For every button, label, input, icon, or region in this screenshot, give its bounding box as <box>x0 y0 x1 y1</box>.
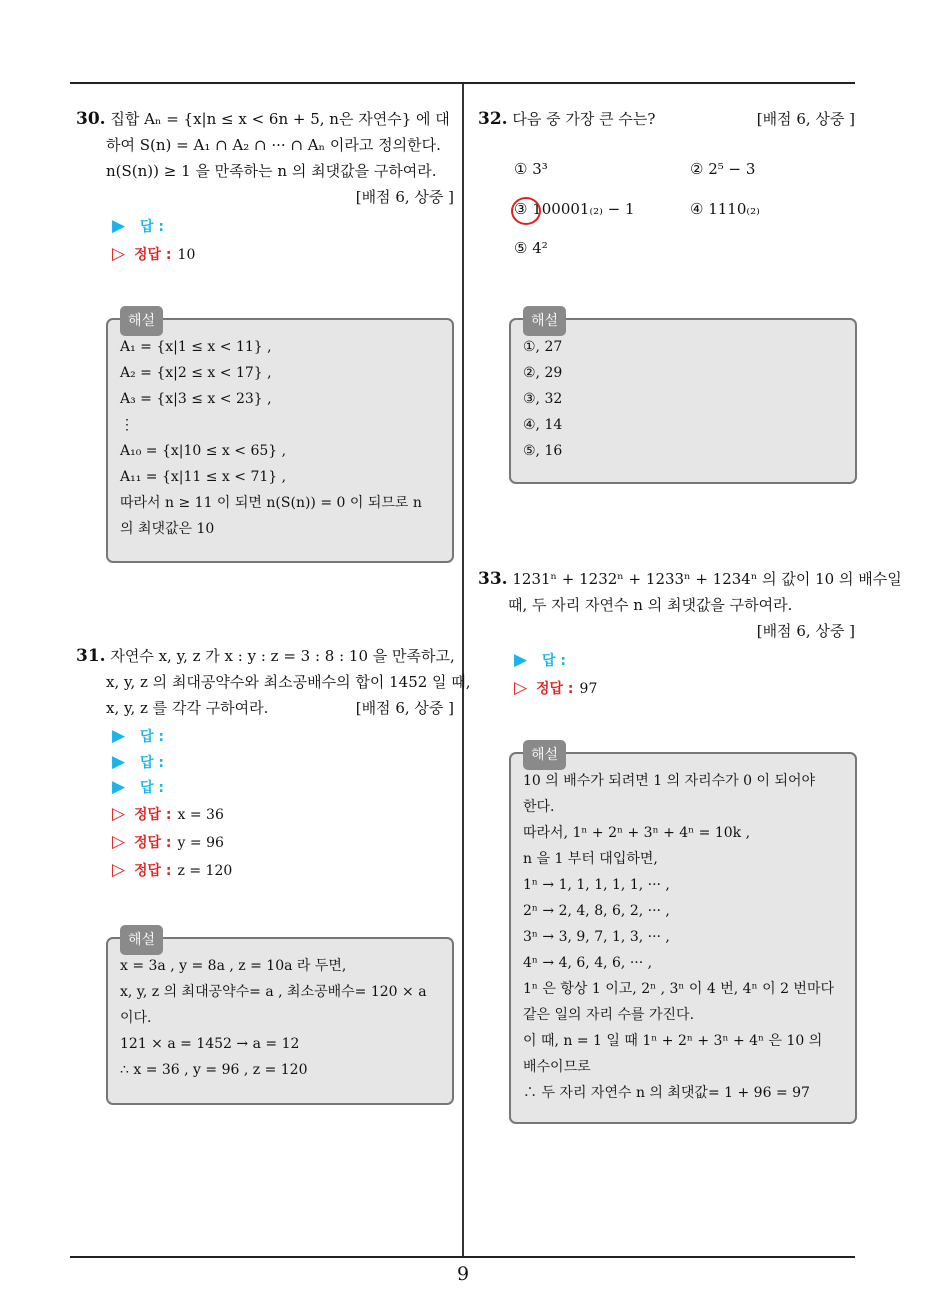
correct-answer-value: 97 <box>579 681 598 697</box>
solution-line: ③, 32 <box>523 391 563 407</box>
choice-2: ② 2⁵ − 3 <box>690 160 756 178</box>
solution-line: ①, 27 <box>523 339 563 355</box>
solution-line: A₂ = {x|2 ≤ x < 17} , <box>120 365 272 381</box>
solution-tag: 해설 <box>120 306 163 336</box>
question-number: 32. <box>478 109 508 129</box>
solution-line: n 을 1 부터 대입하면, <box>523 851 658 867</box>
correct-answer-label: 정답 : <box>134 807 172 823</box>
solution-box-30 <box>106 313 454 563</box>
play-icon: ▶ <box>112 777 126 797</box>
play-icon: ▶ <box>112 216 126 236</box>
question-number: 33. <box>478 569 508 589</box>
points-label: [배점 6, 상중 ] <box>355 188 454 206</box>
answer-block-30 <box>112 212 195 268</box>
question-text: 자연수 x, y, z 가 x : y : z = 3 : 8 : 10 을 만족하고, <box>110 647 455 665</box>
solution-line: ∴ x = 36 , y = 96 , z = 120 <box>120 1062 308 1078</box>
answer-label: 답 : <box>542 653 566 669</box>
answer-label: 답 : <box>140 780 164 796</box>
solution-line: 배수이므로 <box>523 1059 591 1075</box>
solution-line: ⑤, 16 <box>523 443 563 459</box>
solution-line: 이 때, n = 1 일 때 1ⁿ + 2ⁿ + 3ⁿ + 4ⁿ 은 10 의 <box>523 1033 823 1049</box>
solution-line: 따라서 n ≥ 11 이 되면 n(S(n)) = 0 이 되므로 n <box>120 495 422 511</box>
hollow-play-icon: ▷ <box>112 804 126 824</box>
correct-answer-value: 10 <box>177 247 196 263</box>
selected-circle-mark <box>511 197 541 225</box>
choice-4: ④ 1110₍₂₎ <box>690 200 760 218</box>
choice-1: ① 3³ <box>514 160 548 178</box>
solution-line: 한다. <box>523 799 555 815</box>
solution-line: 4ⁿ → 4, 6, 4, 6, ··· , <box>523 955 653 971</box>
solution-box-31 <box>106 932 454 1105</box>
solution-line: 10 의 배수가 되려면 1 의 자리수가 0 이 되어야 <box>523 773 816 789</box>
hollow-play-icon: ▷ <box>112 244 126 264</box>
question-text: x, y, z 의 최대공약수와 최소공배수의 합이 1452 일 때, <box>106 673 471 691</box>
solution-line: x = 3a , y = 8a , z = 10a 라 두면, <box>120 958 347 974</box>
solution-tag: 해설 <box>120 925 163 955</box>
correct-answer-label: 정답 : <box>134 863 172 879</box>
correct-answer-label: 정답 : <box>134 247 172 263</box>
correct-answer-label: 정답 : <box>536 681 574 697</box>
hollow-play-icon: ▷ <box>514 678 528 698</box>
points-label: [배점 6, 상중 ] <box>756 622 855 640</box>
solution-box-32 <box>509 313 857 484</box>
answer-label: 답 : <box>140 755 164 771</box>
play-icon: ▶ <box>112 726 126 746</box>
solution-line: 이다. <box>120 1010 152 1026</box>
correct-answer-label: 정답 : <box>134 835 172 851</box>
question-31 <box>76 643 471 721</box>
hollow-play-icon: ▷ <box>112 860 126 880</box>
solution-line: 121 × a = 1452 → a = 12 <box>120 1036 300 1052</box>
solution-line: 1ⁿ 은 항상 1 이고, 2ⁿ , 3ⁿ 이 4 번, 4ⁿ 이 2 번마다 <box>523 981 834 997</box>
bottom-rule <box>70 1256 855 1258</box>
question-30 <box>76 106 454 210</box>
solution-line: ⋮ <box>120 417 134 433</box>
choice-3-text: ③ 100001₍₂₎ − 1 <box>514 200 635 218</box>
solution-line: A₁ = {x|1 ≤ x < 11} , <box>120 339 272 355</box>
question-number: 31. <box>76 646 106 666</box>
choice-5: ⑤ 4² <box>514 239 548 257</box>
solution-line: x, y, z 의 최대공약수= a , 최소공배수= 120 × a <box>120 984 427 1000</box>
solution-line: ④, 14 <box>523 417 563 433</box>
solution-box-33 <box>509 747 857 1124</box>
solution-line: 1ⁿ → 1, 1, 1, 1, 1, ··· , <box>523 877 670 893</box>
question-number: 30. <box>76 109 106 129</box>
question-text: 다음 중 가장 큰 수는? <box>512 110 656 128</box>
solution-line: 따라서, 1ⁿ + 2ⁿ + 3ⁿ + 4ⁿ = 10k , <box>523 825 751 841</box>
solution-line: 같은 일의 자리 수를 가진다. <box>523 1007 695 1023</box>
question-text: 하여 S(n) = A₁ ∩ A₂ ∩ ··· ∩ Aₙ 이라고 정의한다. <box>106 136 441 154</box>
solution-line: ②, 29 <box>523 365 563 381</box>
solution-line: ∴ 두 자리 자연수 n 의 최댓값= 1 + 96 = 97 <box>523 1085 810 1101</box>
question-32 <box>478 106 855 132</box>
question-text: 집합 Aₙ = {x|n ≤ x < 6n + 5, n은 자연수} 에 대 <box>110 110 450 128</box>
play-icon: ▶ <box>112 752 126 772</box>
correct-answer-value: y = 96 <box>177 835 224 851</box>
page-number: 9 <box>456 1263 470 1285</box>
solution-line: A₁₁ = {x|11 ≤ x < 71} , <box>120 469 287 485</box>
solution-line: 의 최댓값은 10 <box>120 521 215 537</box>
question-33 <box>478 566 902 644</box>
answer-label: 답 : <box>140 729 164 745</box>
question-text: n(S(n)) ≥ 1 을 만족하는 n 의 최댓값을 구하여라. <box>106 162 437 180</box>
answer-block-33 <box>514 646 597 702</box>
play-icon: ▶ <box>514 650 528 670</box>
hollow-play-icon: ▷ <box>112 832 126 852</box>
choice-3 <box>514 200 635 218</box>
points-label: [배점 6, 상중 ] <box>355 699 454 717</box>
solution-line: A₃ = {x|3 ≤ x < 23} , <box>120 391 272 407</box>
question-text: 1231ⁿ + 1232ⁿ + 1233ⁿ + 1234ⁿ 의 값이 10 의 배수일 <box>512 570 902 588</box>
question-text: 때, 두 자리 자연수 n 의 최댓값을 구하여라. <box>508 596 793 614</box>
question-text: x, y, z 를 각각 구하여라. <box>106 699 269 717</box>
correct-answer-value: x = 36 <box>177 807 224 823</box>
points-label: [배점 6, 상중 ] <box>756 110 855 128</box>
solution-line: 2ⁿ → 2, 4, 8, 6, 2, ··· , <box>523 903 670 919</box>
answer-label: 답 : <box>140 219 164 235</box>
solution-tag: 해설 <box>523 740 566 770</box>
answer-block-31 <box>112 722 232 884</box>
solution-line: A₁₀ = {x|10 ≤ x < 65} , <box>120 443 287 459</box>
correct-answer-value: z = 120 <box>177 863 233 879</box>
solution-line: 3ⁿ → 3, 9, 7, 1, 3, ··· , <box>523 929 670 945</box>
solution-tag: 해설 <box>523 306 566 336</box>
